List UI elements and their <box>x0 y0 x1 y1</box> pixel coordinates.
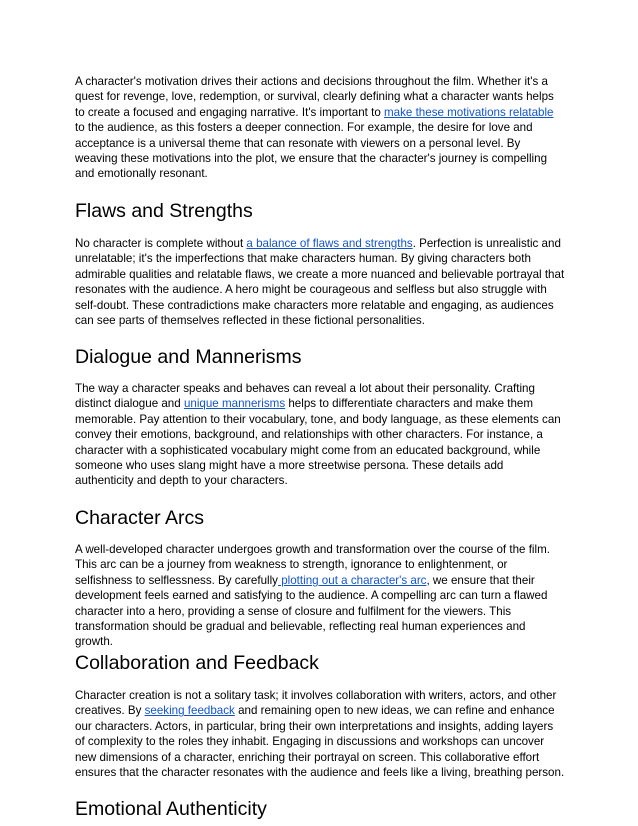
collab-section <box>75 651 565 675</box>
dialogue-body <box>75 381 565 489</box>
flaws-section <box>75 199 565 223</box>
collab-body <box>75 688 565 780</box>
dialogue-paragraph <box>75 381 565 489</box>
arcs-body <box>75 542 565 650</box>
arcs-text-1: A well-developed character undergoes growth and transformation over the course of the film. This arc can be a journey from weakness to strength, ignorance to enlightenment, or selfishness to selflessness. By carefully <box>75 543 550 587</box>
flaws-strengths-link[interactable]: a balance of flaws and strengths <box>246 237 413 250</box>
collab-paragraph <box>75 688 565 780</box>
motivations-relatable-link[interactable]: make these motivations relatable <box>384 105 554 119</box>
emotional-heading: Emotional Authenticity <box>75 798 267 820</box>
flaws-heading: Flaws and Strengths <box>75 200 253 222</box>
dialogue-section <box>75 345 565 369</box>
intro-text-2: to the audience, as this fosters a deeper connection. For example, the desire for love and acceptance is a universal theme that can resonate with viewers on a personal level. By weaving these motivations into the plot, we ensure that the character's journey is compelling and emotionally resonant. <box>75 121 548 181</box>
collab-text-1: Character creation is not a solitary task; it involves collaboration with writers, actors, and other creatives. By <box>75 689 557 718</box>
arcs-text-2: , we ensure that their development feels earned and satisfying to the audience. A compelling arc can turn a flawed character into a hero, providing a sense of closure and fulfilment for the viewers. This transformation should be gradual and believable, reflecting real human experiences and growth. <box>75 573 548 649</box>
plotting-arc-link[interactable]: plotting out a character's arc <box>277 573 427 587</box>
unique-mannerisms-link[interactable]: unique mannerisms <box>183 397 286 411</box>
flaws-paragraph <box>75 236 565 328</box>
seeking-feedback-link[interactable]: seeking feedback <box>144 704 235 718</box>
arcs-paragraph <box>75 542 565 650</box>
collab-text-2: and remaining open to new ideas, we can refine and enhance our characters. Actors, in particular, bring their own interpretations and insights, adding layers of complexity to the roles they inhabit. Engaging in discussions and workshops can uncover new dimensions of a character, enriching their portrayal on screen. This collaborative effort ensures that the character resonates with the audience and feels like a living, breathing person. <box>75 704 565 780</box>
flaws-text-2: . Perfection is unrealistic and unrelatable; it's the imperfections that make characters human. By giving characters both admirable qualities and relatable flaws, we create a more nuanced and believable portrayal that resonates with the audience. A hero might be courageous and selfless but also struggle with self-doubt. These contradictions make characters more relatable and engaging, as audiences can see parts of themselves reflected in these fictional personalities. <box>75 237 565 328</box>
dialogue-text-1: The way a character speaks and behaves can reveal a lot about their personality. Crafting distinct dialogue and <box>75 382 535 411</box>
dialogue-heading: Dialogue and Mannerisms <box>75 346 302 368</box>
flaws-text-1: No character is complete without <box>75 237 247 250</box>
intro-paragraph <box>75 74 565 182</box>
emotional-section <box>75 797 565 821</box>
arcs-section <box>75 506 565 530</box>
flaws-body <box>75 236 565 328</box>
intro-text-1: A character's motivation drives their actions and decisions throughout the film. Whether it's a quest for revenge, love, redemption, or survival, clearly defining what a character wants helps to create a focused and engaging narrative. It's important to <box>75 75 554 119</box>
intro-section <box>75 74 565 182</box>
dialogue-text-2: helps to differentiate characters and make them memorable. Pay attention to their vocabulary, tone, and body language, as these elements can convey their emotions, background, and relationships with other characters. For instance, a character with a sophisticated vocabulary might come from an educated background, while someone who uses slang might have a more streetwise persona. These details add authenticity and depth to your characters. <box>75 397 561 488</box>
arcs-heading: Character Arcs <box>75 507 204 529</box>
collab-heading: Collaboration and Feedback <box>75 652 319 674</box>
